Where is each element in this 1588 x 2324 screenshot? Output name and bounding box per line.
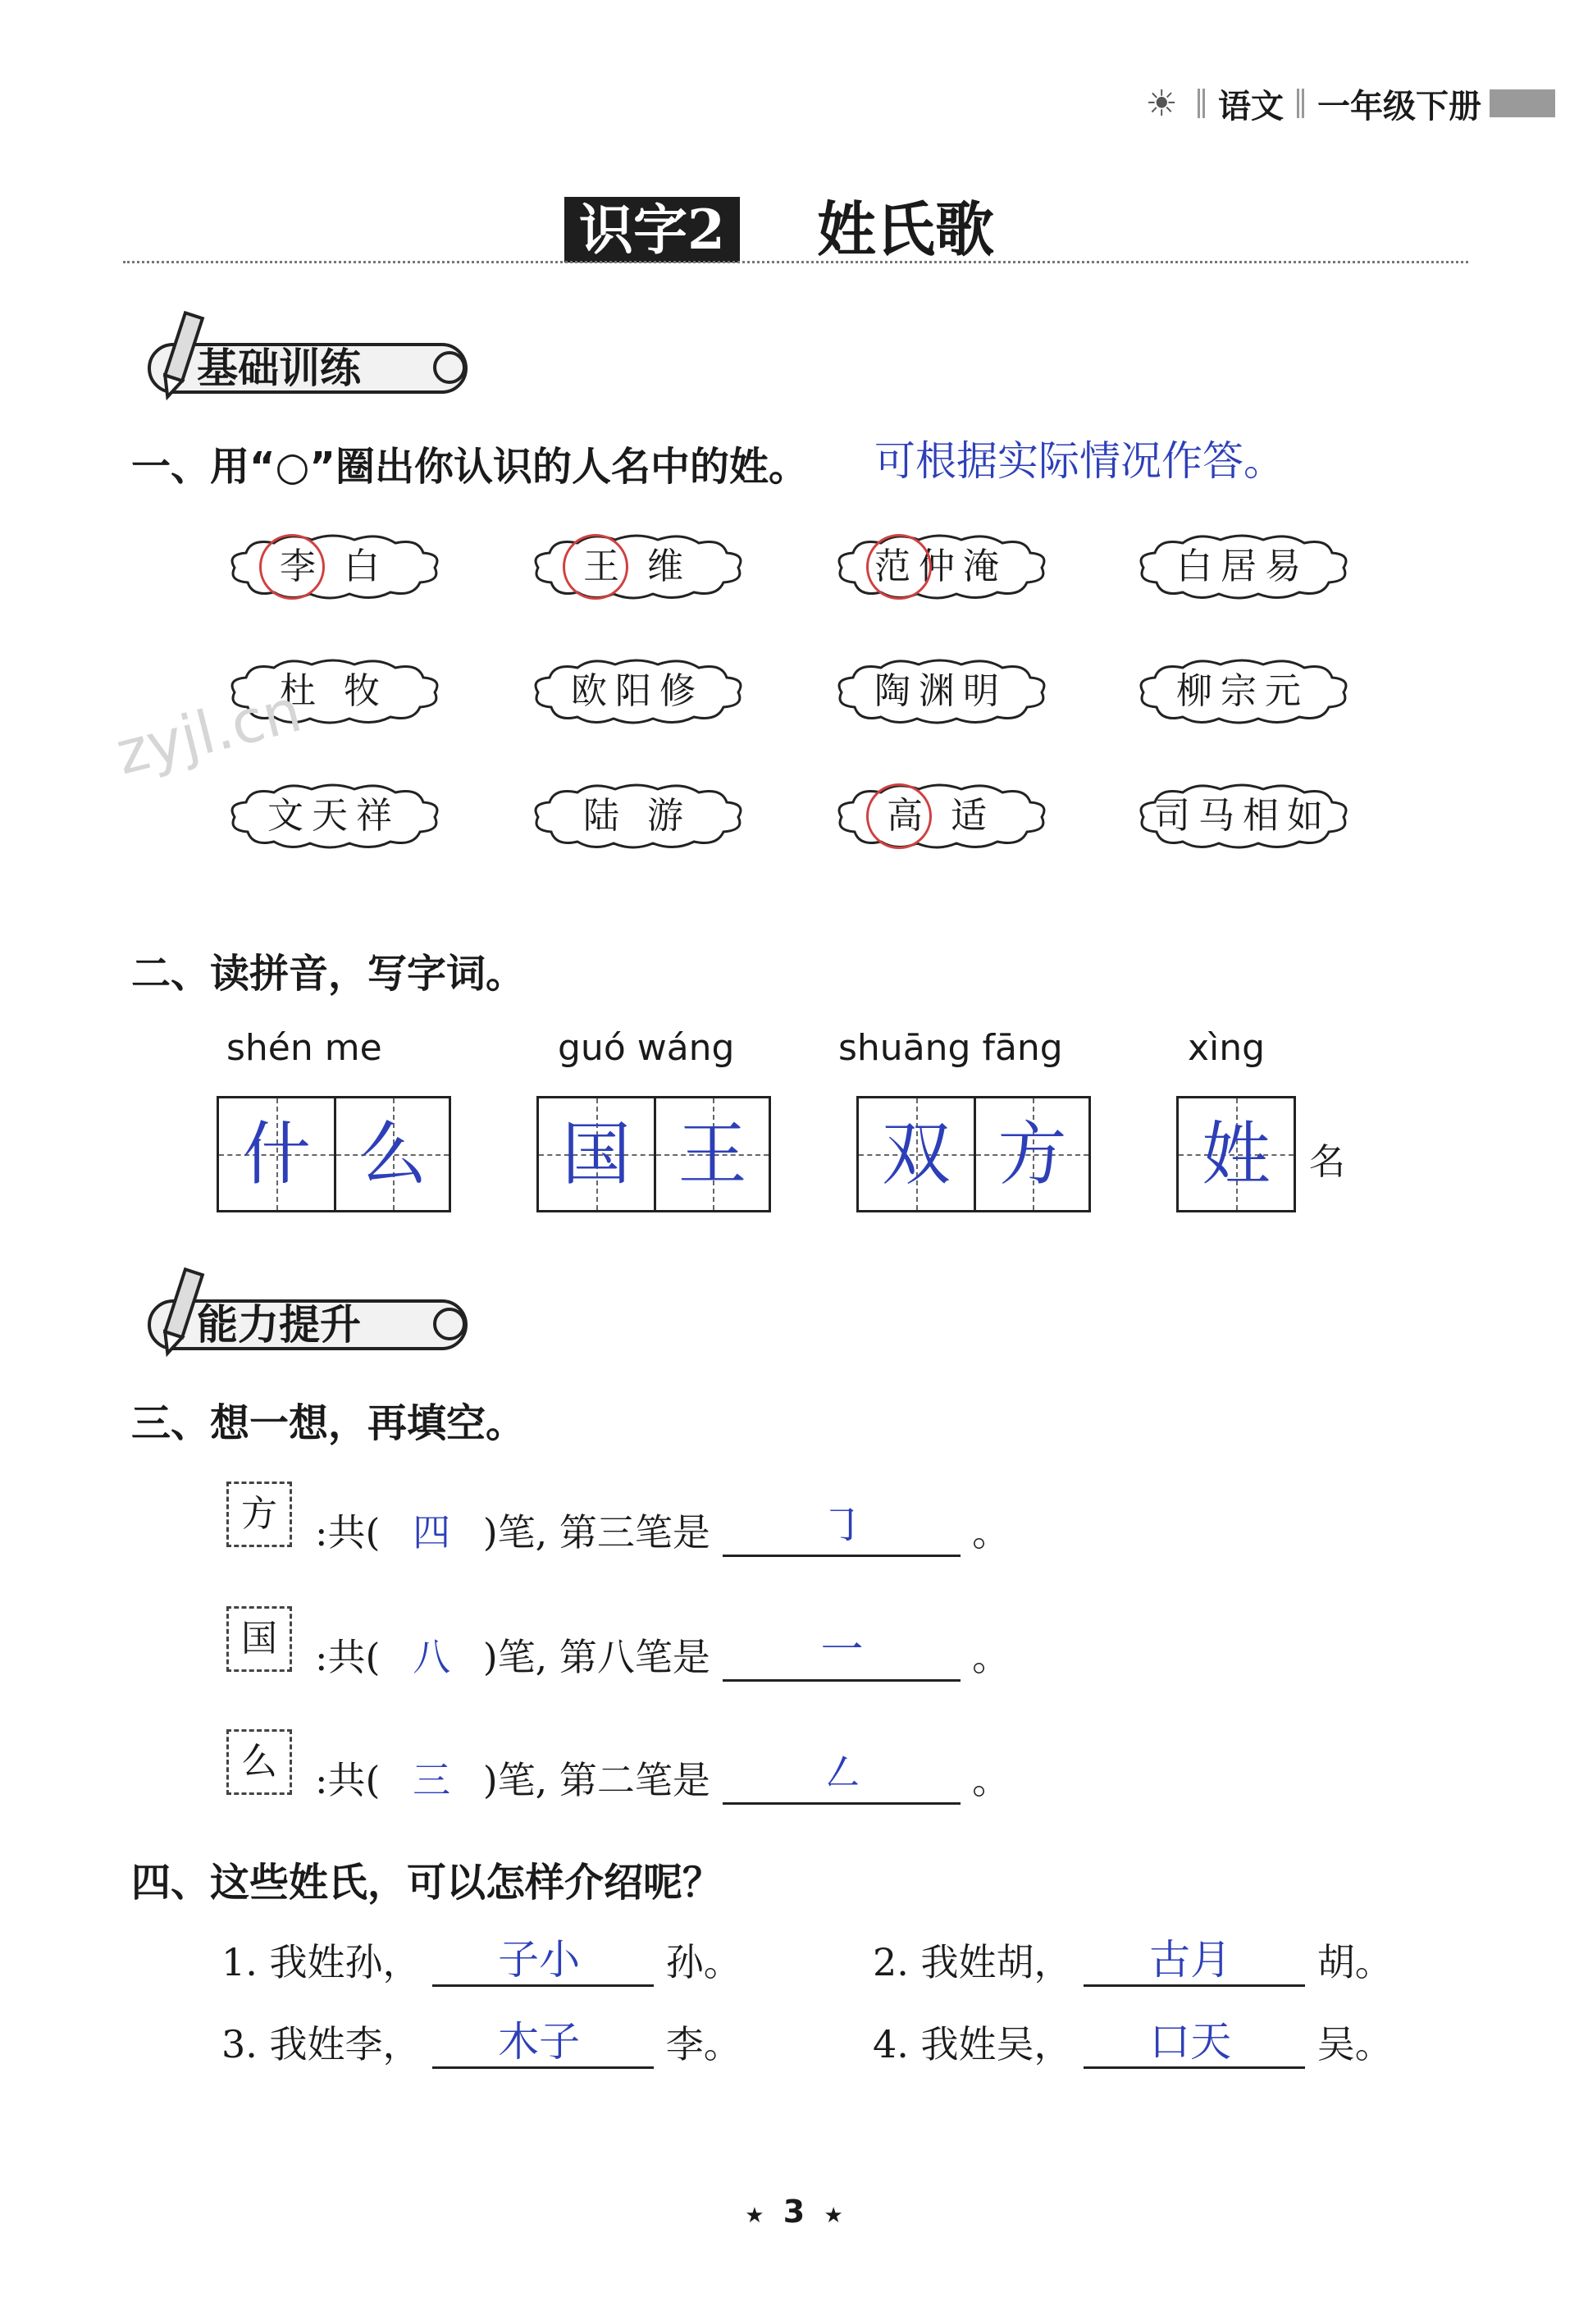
name-cloud [223, 532, 445, 602]
item-number: 1. [221, 1940, 258, 1984]
item-answer: 口天 [1149, 2018, 1232, 2066]
stroke-count: 三 [413, 1758, 451, 1802]
page-header [1146, 79, 1555, 128]
name-cloud [1132, 781, 1353, 852]
section-badge-advanced [131, 1291, 476, 1354]
grid-char: 姓 [1201, 1114, 1271, 1194]
surname-circle [259, 534, 325, 600]
q4-item-3 [221, 2015, 742, 2069]
answer-blank [1084, 2018, 1305, 2069]
cloud-name[interactable]: 杜 牧 [280, 670, 388, 712]
item-post: 吴。 [1316, 2022, 1393, 2066]
q4-item-4 [873, 2015, 1393, 2069]
grid-suffix: 名 [1309, 1141, 1345, 1183]
item-answer: 古月 [1149, 1936, 1232, 1984]
q3-end: 。 [972, 1635, 1011, 1679]
item-number: 4. [873, 2022, 909, 2066]
lesson-title [0, 185, 1588, 267]
stroke-answer: ㇆ [820, 1501, 864, 1550]
item-pre: 我姓吴， [920, 2022, 1072, 2066]
q3-mid: )笔, [482, 1635, 548, 1679]
answer-blank [432, 2018, 654, 2069]
answer-blank [432, 1936, 654, 1987]
char-grid-3 [856, 1096, 1091, 1212]
pinyin-1: shén me [226, 1027, 382, 1069]
q2-prompt: 二、读拼音，写字词。 [131, 951, 526, 997]
q4-prompt: 四、这些姓氏，可以怎样介绍呢？ [131, 1860, 723, 1906]
q3-end: 。 [972, 1758, 1011, 1802]
badge-ring-icon [433, 351, 466, 384]
lesson-name: 姓氏歌 [817, 194, 995, 264]
cloud-name[interactable]: 柳宗元 [1176, 670, 1309, 712]
cloud-name[interactable]: 欧阳修 [571, 670, 704, 712]
star-icon: ★ [745, 2203, 764, 2228]
q3-pre: :共( [315, 1510, 381, 1555]
badge-label: 基础训练 [197, 345, 361, 392]
item-pre: 我姓胡， [920, 1940, 1072, 1984]
cloud-name[interactable]: 陶渊明 [874, 670, 1007, 712]
watermark: zyjl.cn [109, 675, 308, 788]
grid-char: 方 [997, 1114, 1067, 1194]
q4-item-1 [221, 1933, 742, 1987]
cloud-name[interactable]: 范仲淹 [874, 546, 1007, 587]
item-number: 2. [873, 1940, 909, 1984]
sun-icon: ☀ [1145, 82, 1178, 125]
item-post: 胡。 [1316, 1940, 1393, 1984]
header-grade: 一年级下册 [1317, 87, 1481, 126]
stroke-answer: ㇜ [820, 1749, 864, 1798]
pinyin-3: shuāng fāng [838, 1027, 1063, 1069]
grid-char: 么 [358, 1114, 427, 1194]
header-bar [1490, 89, 1555, 117]
q3-mid: )笔, [482, 1758, 548, 1802]
page-footer [0, 2194, 1588, 2230]
item-pre: 我姓李， [269, 2022, 421, 2066]
name-cloud [527, 656, 748, 727]
star-icon: ★ [824, 2203, 843, 2228]
item-post: 李。 [665, 2022, 742, 2066]
grid-char: 王 [678, 1114, 747, 1194]
q3-nth: 第二笔是 [559, 1758, 710, 1802]
item-pre: 我姓孙， [269, 1940, 421, 1984]
surname-circle [866, 534, 932, 600]
name-cloud [527, 781, 748, 852]
item-answer: 木子 [498, 2018, 581, 2066]
stamp-char: 方 [226, 1482, 292, 1547]
item-answer: 子小 [498, 1936, 581, 1984]
divider [1198, 89, 1205, 118]
page-number: 3 [783, 2194, 805, 2230]
grid-char: 双 [881, 1114, 951, 1194]
cloud-name[interactable]: 陆 游 [583, 795, 691, 837]
pinyin-2: guó wáng [558, 1027, 735, 1069]
name-cloud [830, 656, 1052, 727]
name-cloud [223, 781, 445, 852]
item-number: 3. [221, 2022, 258, 2066]
q1-answer: 可根据实际情况作答。 [874, 437, 1285, 485]
cloud-name[interactable]: 司马相如 [1154, 795, 1331, 837]
badge-ring-icon [433, 1308, 466, 1340]
stamp-char: 么 [226, 1729, 292, 1795]
grid-char: 什 [241, 1114, 311, 1194]
char-grid-4 [1176, 1096, 1296, 1212]
q4-item-2 [873, 1933, 1393, 1987]
cloud-name[interactable]: 文天祥 [267, 795, 400, 837]
q3-prompt: 三、想一想，再填空。 [131, 1400, 526, 1446]
name-cloud [1132, 532, 1353, 602]
stroke-count: 四 [413, 1510, 451, 1555]
answer-blank [723, 1749, 961, 1805]
cloud-name[interactable]: 高 适 [887, 795, 995, 837]
surname-circle [866, 783, 932, 849]
cloud-name[interactable]: 白居易 [1176, 546, 1309, 587]
divider [1297, 89, 1304, 118]
badge-label: 能力提升 [197, 1301, 361, 1349]
q3-nth: 第三笔是 [559, 1510, 710, 1555]
name-cloud [830, 781, 1052, 852]
section-badge-basic [131, 335, 476, 397]
header-subject: 语文 [1218, 87, 1284, 126]
char-grid-1 [217, 1096, 451, 1212]
name-cloud [1132, 656, 1353, 727]
surname-circle [563, 534, 628, 600]
cloud-name[interactable]: 王 维 [583, 546, 691, 587]
q3-pre: :共( [315, 1635, 381, 1679]
answer-blank [723, 1501, 961, 1557]
stroke-count: 八 [413, 1635, 451, 1679]
stroke-answer: 一 [820, 1626, 864, 1675]
item-post: 孙。 [665, 1940, 742, 1984]
q1-prompt: 一、用“○”圈出你认识的人名中的姓。 [131, 444, 808, 490]
q3-nth: 第八笔是 [559, 1635, 710, 1679]
name-cloud [830, 532, 1052, 602]
answer-blank [723, 1626, 961, 1682]
grid-char: 国 [561, 1114, 631, 1194]
cloud-name[interactable]: 李 白 [280, 546, 388, 587]
q3-mid: )笔, [482, 1510, 548, 1555]
q3-pre: :共( [315, 1758, 381, 1802]
stamp-char: 国 [226, 1606, 292, 1672]
char-grid-2 [536, 1096, 771, 1212]
name-cloud [527, 532, 748, 602]
title-divider [123, 261, 1468, 263]
answer-blank [1084, 1936, 1305, 1987]
lesson-number: 识字2 [564, 197, 740, 263]
q3-end: 。 [972, 1510, 1011, 1555]
pinyin-4: xìng [1188, 1027, 1266, 1069]
